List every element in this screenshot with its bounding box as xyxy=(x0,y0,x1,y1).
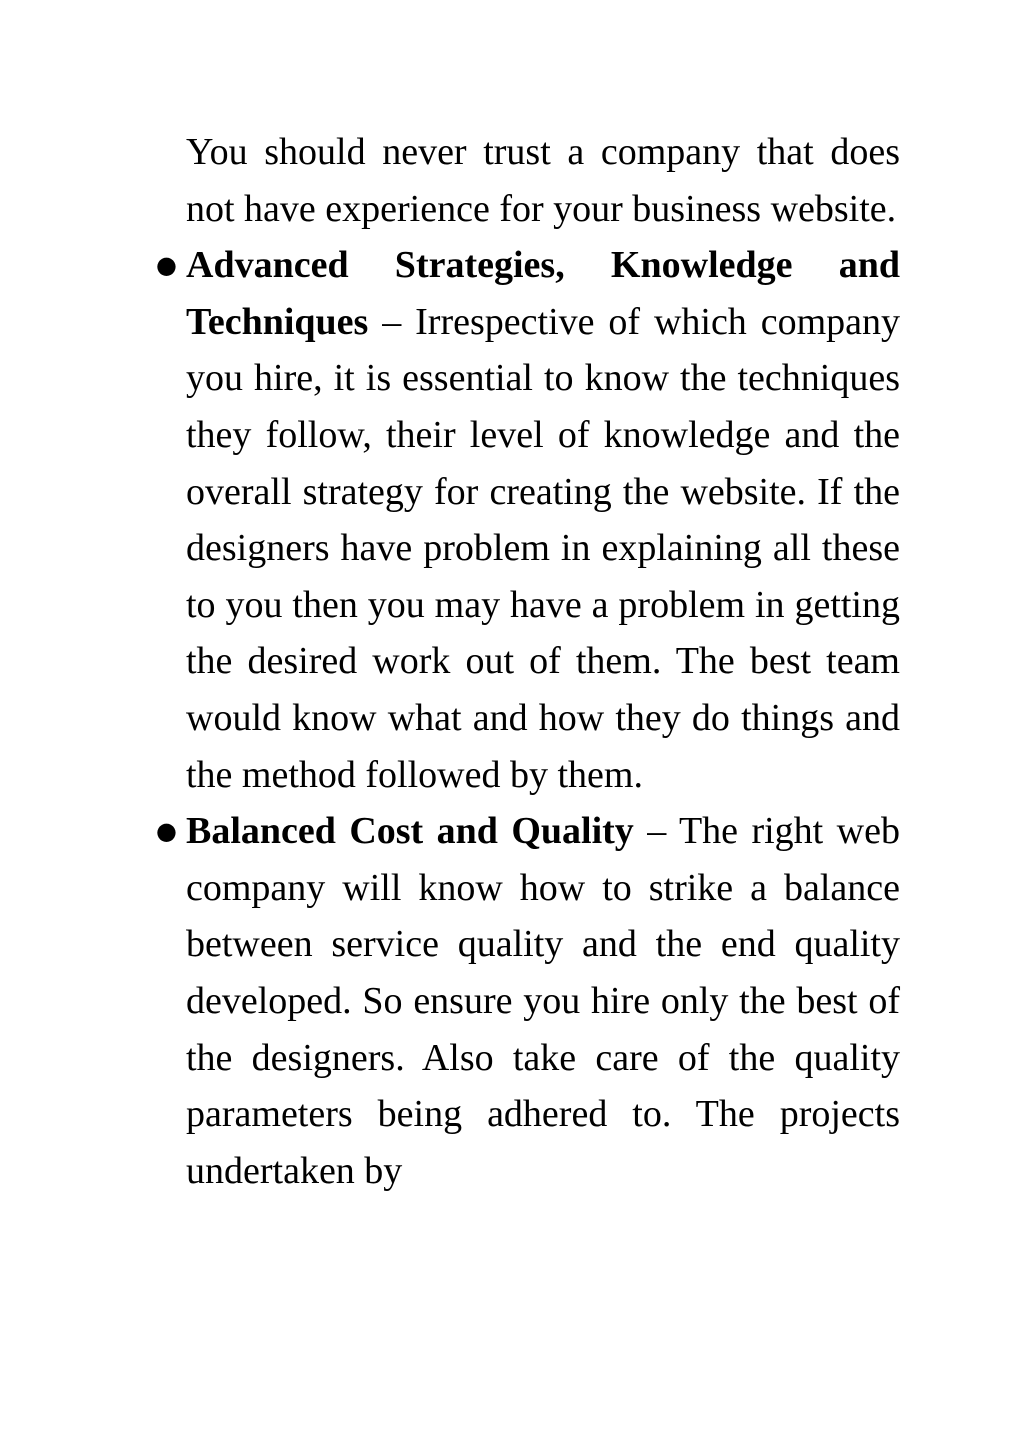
list-item-title: Balanced Cost and Quality xyxy=(186,810,634,853)
bullet-icon: ● xyxy=(156,817,177,846)
list-item-advanced-strategies xyxy=(156,237,900,803)
list-item-body: Irrespective of which company you hire, it is essential to know the techniques they follow, their level of knowledge and the overall strategy for creating the website. If the designers have problem in explaining all these to you then you may have a problem in getting the desired work out of them. The best team would know what and how they do things and the method followed by them. xyxy=(186,300,900,796)
list-item-title: Advanced Strategies, Knowledge and Techniques xyxy=(186,244,900,343)
list-item-separator: – xyxy=(633,810,679,853)
document-body xyxy=(156,124,900,1199)
list-item-body: The right web company will know how to strike a balance between service quality and the end quality developed. So ensure you hire only the best of the designers. Also take care of the quality parameters being adhered to. The projects undertaken by xyxy=(186,810,900,1192)
list-item-balanced-cost xyxy=(156,803,900,1199)
bullet-icon: ● xyxy=(156,251,177,280)
intro-paragraph: You should never trust a company that does not have experience for your business website. xyxy=(186,131,900,230)
list-item-separator: – xyxy=(368,300,416,343)
